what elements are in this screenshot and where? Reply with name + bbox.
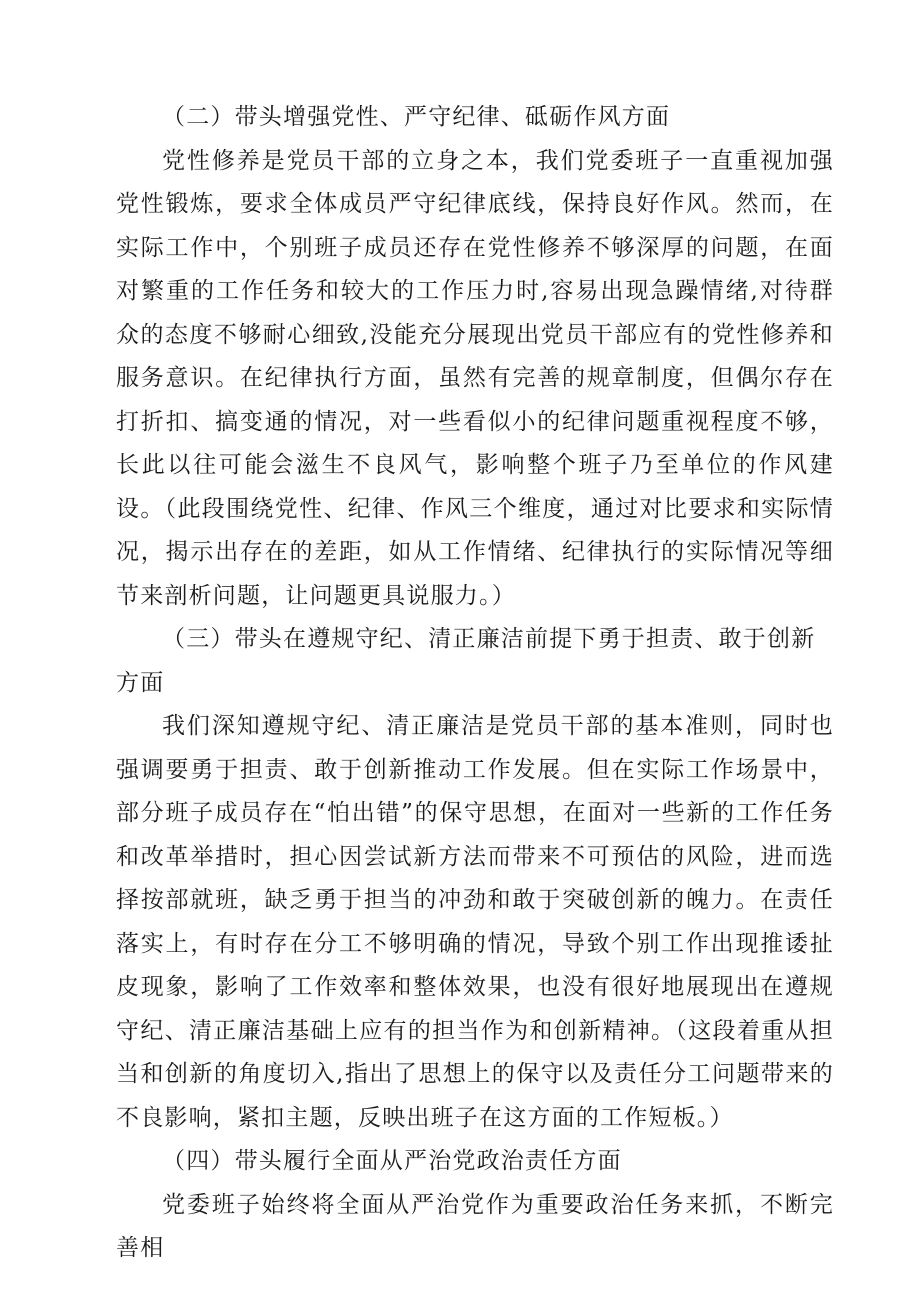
document-body	[116, 96, 834, 1271]
section-heading-4: （四）带头履行全面从严治党政治责任方面	[162, 1148, 622, 1174]
section-heading-3: （三）带头在遵规守纪、清正廉洁前提下勇于担责、敢于创新方面	[116, 626, 816, 696]
section-paragraph-3: 我们深知遵规守纪、清正廉洁是党员干部的基本准则，同时也强调要勇于担责、敢于创新推动工作发展。但在实际工作场景中，部分班子成员存在“怕出错”的保守思想，在面对一些新的工作任务和改革举措时，担心因尝试新方法而带来不可预估的风险，进而选择按部就班，缺乏勇于担当的冲劲和敢于突破创新的魄力。在责任落实上，有时存在分工不够明确的情况，导致个别工作出现推诿扯皮现象，影响了工作效率和整体效果，也没有很好地展现出在遵规守纪、清正廉洁基础上应有的担当作为和创新精神。（这段着重从担当和创新的角度切入,指出了思想上的保守以及责任分工问题带来的不良影响，紧扣主题，反映出班子在这方面的工作短板。）	[116, 713, 834, 1131]
section-paragraph-4: 党委班子始终将全面从严治党作为重要政治任务来抓，不断完善相	[116, 1191, 834, 1261]
section-paragraph-2: 党性修养是党员干部的立身之本，我们党委班子一直重视加强党性锻炼，要求全体成员严守纪律底线，保持良好作风。然而，在实际工作中，个别班子成员还存在党性修养不够深厚的问题，在面对繁重的工作任务和较大的工作压力时,容易出现急躁情绪,对待群众的态度不够耐心细致,没能充分展现出党员干部应有的党性修养和服务意识。在纪律执行方面，虽然有完善的规章制度，但偶尔存在打折扣、搞变通的情况，对一些看似小的纪律问题重视程度不够，长此以往可能会滋生不良风气，影响整个班子乃至单位的作风建设。（此段围绕党性、纪律、作风三个维度，通过对比要求和实际情况，揭示出存在的差距，如从工作情绪、纪律执行的实际情况等细节来剖析问题，让问题更具说服力。）	[116, 147, 834, 609]
section-heading-2: （二）带头增强党性、严守纪律、砥砺作风方面	[162, 104, 671, 130]
